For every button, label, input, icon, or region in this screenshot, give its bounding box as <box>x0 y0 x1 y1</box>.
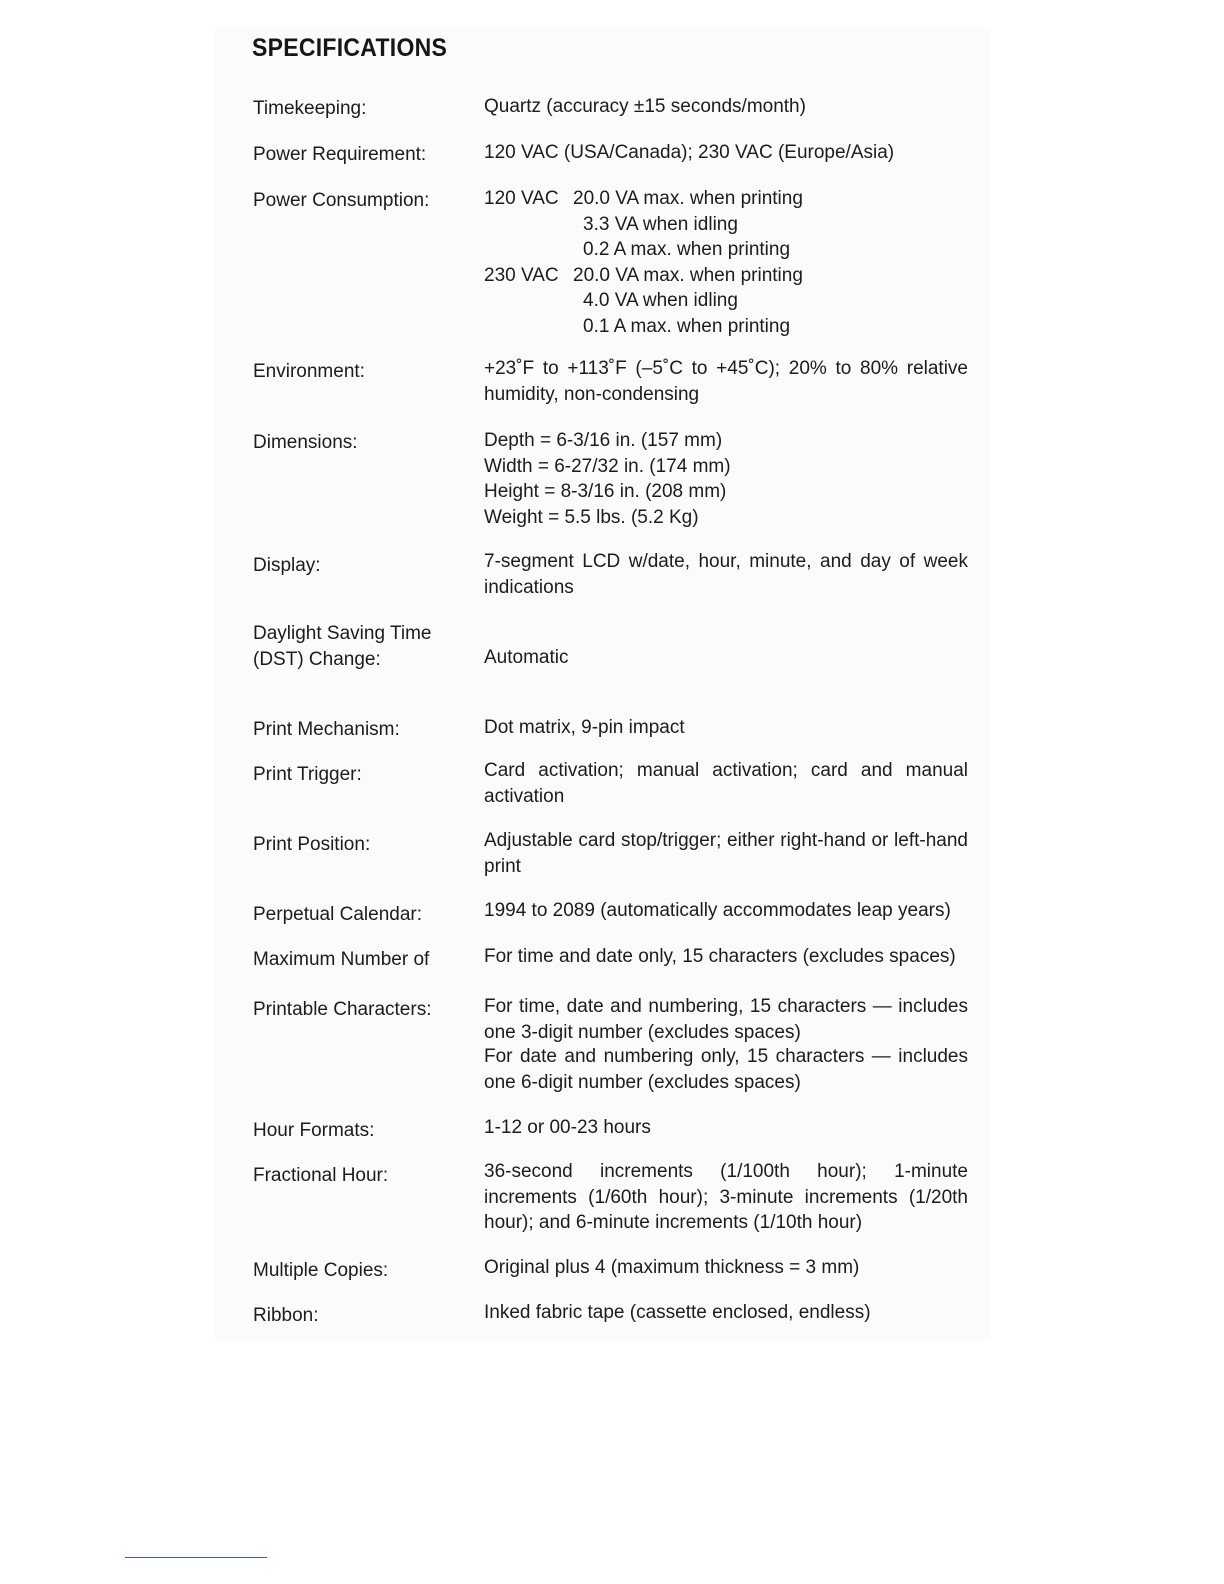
spec-label-max-chars-line1: Maximum Number of <box>253 949 430 970</box>
power-230-line: 4.0 VA when idling <box>583 290 738 311</box>
dimension-line: Width = 6-27/32 in. (174 mm) <box>484 455 731 477</box>
spec-label-dimensions: Dimensions: <box>253 432 358 453</box>
spec-label-perpetual-calendar: Perpetual Calendar: <box>253 904 422 925</box>
spec-label-print-position: Print Position: <box>253 834 371 855</box>
spec-label-print-trigger: Print Trigger: <box>253 764 362 785</box>
spec-value-print-mechanism: Dot matrix, 9-pin impact <box>484 717 685 738</box>
spec-value-multiple-copies: Original plus 4 (maximum thickness = 3 mm) <box>484 1257 860 1278</box>
spec-value-print-trigger: Card activation; manual activation; card and manual activation <box>484 760 968 807</box>
spec-value-environment: +23˚F to +113˚F (–5˚C to +45˚C); 20% to 80% relative humidity, non-condensing <box>484 358 968 405</box>
spec-label-dst <box>253 621 478 672</box>
voltage-230: 230 VAC <box>484 264 559 286</box>
dimension-line: Weight = 5.5 lbs. (5.2 Kg) <box>484 506 699 528</box>
spec-value-fractional-hour: 36-second increments (1/100th hour); 1-minute increments (1/60th hour); 3-minute increments (1/20th hour); and 6-minute increments (1/10th hour) <box>484 1161 968 1233</box>
spec-label-print-mechanism: Print Mechanism: <box>253 719 400 740</box>
spec-label-max-chars-line2: Printable Characters: <box>253 999 432 1020</box>
voltage-120: 120 VAC <box>484 188 559 209</box>
spec-value-print-position: Adjustable card stop/trigger; either right-hand or left-hand print <box>484 830 968 877</box>
spec-label-multiple-copies: Multiple Copies: <box>253 1260 389 1281</box>
spec-label-power-consumption: Power Consumption: <box>253 190 430 211</box>
spec-value-perpetual-calendar: 1994 to 2089 (automatically accommodates leap years) <box>484 900 951 921</box>
page-title: SPECIFICATIONS <box>252 34 448 62</box>
spec-label-hour-formats: Hour Formats: <box>253 1120 375 1141</box>
dst-label-line: (DST) Change: <box>253 648 381 670</box>
power-230-line: 0.1 A max. when printing <box>583 315 791 337</box>
spec-label-fractional-hour: Fractional Hour: <box>253 1165 389 1186</box>
spec-label-display: Display: <box>253 555 321 576</box>
spec-value-display: 7-segment LCD w/date, hour, minute, and day of week indications <box>484 551 968 598</box>
spec-value-power-requirement: 120 VAC (USA/Canada); 230 VAC (Europe/Asia) <box>484 142 895 163</box>
spec-value-hour-formats: 1-12 or 00-23 hours <box>484 1117 651 1138</box>
spec-value-dimensions <box>484 428 968 530</box>
spec-value-ribbon: Inked fabric tape (cassette enclosed, endless) <box>484 1302 871 1323</box>
power-230-line: 20.0 VA max. when printing <box>573 264 803 286</box>
spec-label-ribbon: Ribbon: <box>253 1305 319 1326</box>
spec-value-max-chars-1: For time and date only, 15 characters (excludes spaces) <box>484 946 956 967</box>
spec-value-max-chars-2: For time, date and numbering, 15 characters — includes one 3-digit number (excludes spaces) <box>484 996 968 1043</box>
spec-value-timekeeping: Quartz (accuracy ±15 seconds/month) <box>484 96 806 117</box>
power-120-line: 20.0 VA max. when printing <box>573 188 803 209</box>
spec-value-max-chars-3: For date and numbering only, 15 characters — includes one 6-digit number (excludes spaces) <box>484 1046 968 1093</box>
power-120-line: 3.3 VA when idling <box>583 213 738 235</box>
spec-label-environment: Environment: <box>253 361 365 382</box>
dst-label-line: Daylight Saving Time <box>253 623 432 644</box>
spec-label-power-requirement: Power Requirement: <box>253 144 427 165</box>
power-120-line: 0.2 A max. when printing <box>583 239 791 260</box>
spec-label-timekeeping: Timekeeping: <box>253 98 367 119</box>
dimension-line: Height = 8-3/16 in. (208 mm) <box>484 481 727 502</box>
dimension-line: Depth = 6-3/16 in. (157 mm) <box>484 430 723 451</box>
spec-value-dst: Automatic <box>484 647 569 668</box>
spec-value-power-consumption <box>484 186 968 339</box>
footnote-divider <box>125 1557 267 1558</box>
